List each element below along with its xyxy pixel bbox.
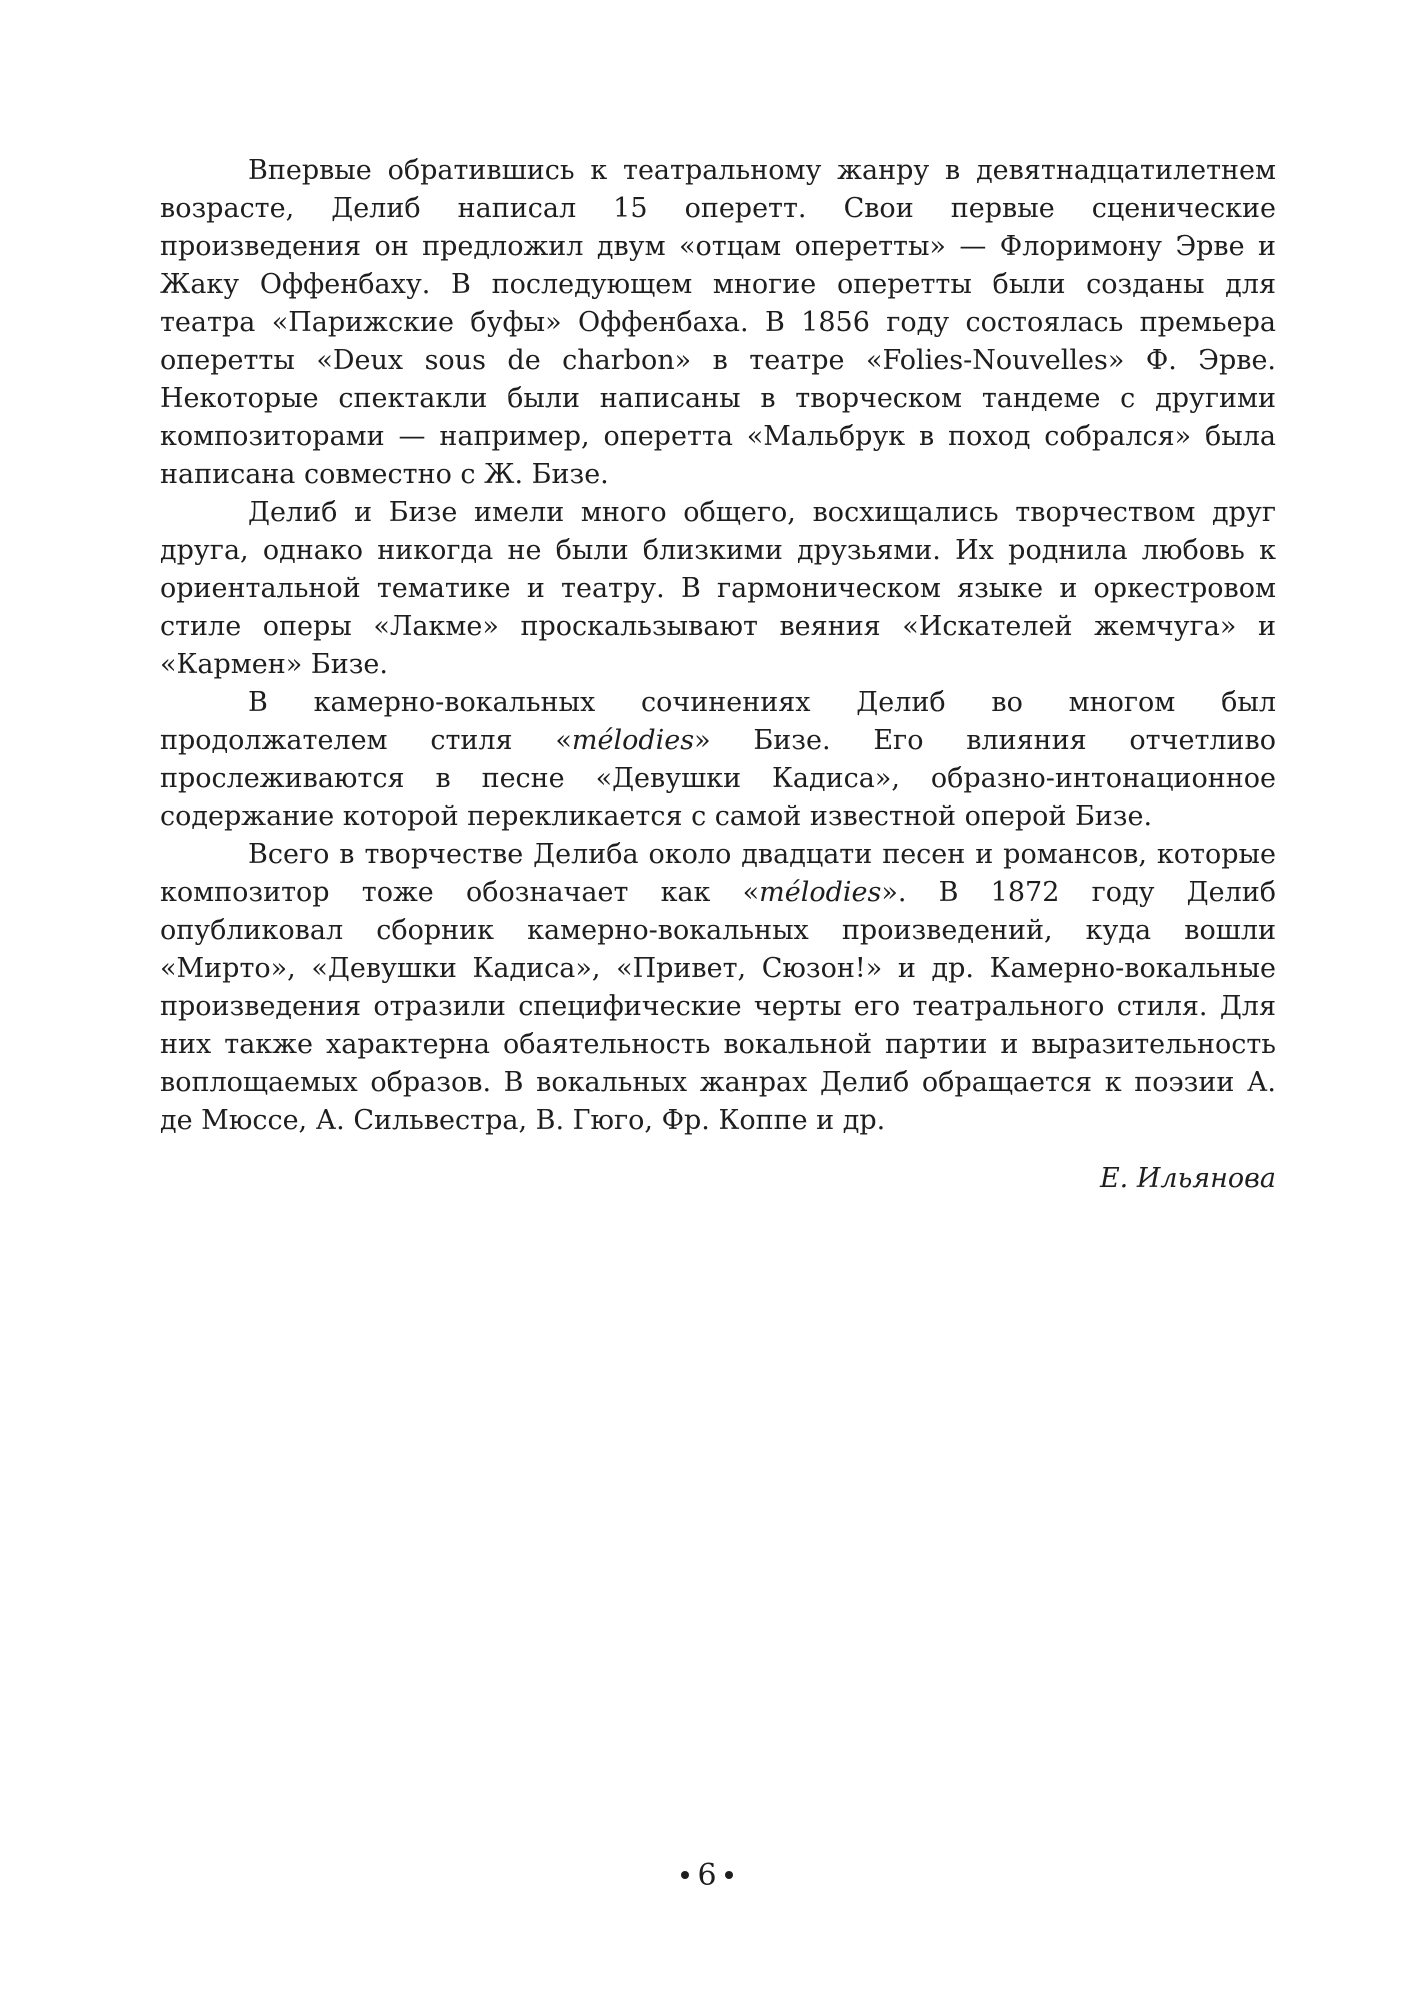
- author-signature: Е. Ильянова: [1099, 1163, 1276, 1194]
- article-body: [160, 152, 1276, 1198]
- paragraph-3: [160, 684, 1276, 836]
- paragraph-4-text-b: ». В 1872 году Делиб опубликовал сборник камерно-вокальных произведений, куда вошли «Мирто», «Девушки Кадиса», «Привет, Сюзон!» и др. Камерно-вокальные произведения отразили специфические черты его театрального стиля. Для них также характерна обаятельность вокальной партии и выразительность воплощаемых образов. В вокальных жанрах Делиб обращается к поэзии А. де Мюссе, А. Сильвестра, В. Гюго, Фр. Коппе и др.: [160, 877, 1277, 1136]
- paragraph-3-text-a: В камерно-вокальных сочинениях Делиб во многом был продолжателем стиля «: [160, 687, 1276, 756]
- bullet-right-icon: [725, 1871, 733, 1879]
- paragraph-3-term: mélodies: [571, 725, 695, 756]
- bullet-left-icon: [681, 1871, 689, 1879]
- paragraph-3-text-b: » Бизе. Его влияния отчетливо прослеживаются в песне «Девушки Кадиса», образно-интонационное содержание которой перекликается с самой известной оперой Бизе.: [160, 725, 1276, 832]
- page-number: 6: [697, 1858, 717, 1893]
- paragraph-2-text: Делиб и Бизе имели много общего, восхищались творчеством друг друга, однако никогда не были близкими друзьями. Их роднила любовь к ориентальной тематике и театру. В гармоническом языке и оркестровом стиле оперы «Лакме» проскальзывают веяния «Искателей жемчуга» и «Кармен» Бизе.: [160, 497, 1276, 680]
- paragraph-4: [160, 836, 1276, 1140]
- paragraph-4-text-a: Всего в творчестве Делиба около двадцати песен и романсов, которые композитор тоже обозначает как «: [160, 839, 1276, 908]
- page-number-footer: [0, 1858, 1414, 1893]
- paragraph-4-term: mélodies: [759, 877, 882, 908]
- paragraph-1-text: Впервые обратившись к театральному жанру в девятнадцатилетнем возрасте, Делиб написал 15 оперетт. Свои первые сценические произведения он предложил двум «отцам оперетты» — Флоримону Эрве и Жаку Оффенбаху. В последующем многие оперетты были созданы для театра «Парижские буфы» Оффенбаха. В 1856 году состоялась премьера оперетты «Deux sous de charbon» в театре «Folies-Nouvelles» Ф. Эрве. Некоторые спектакли были написаны в творческом тандеме с другими композиторами — например, оперетта «Мальбрук в поход собрался» была написана совместно с Ж. Бизе.: [160, 155, 1276, 490]
- paragraph-2: [160, 494, 1276, 684]
- paragraph-1: [160, 152, 1276, 494]
